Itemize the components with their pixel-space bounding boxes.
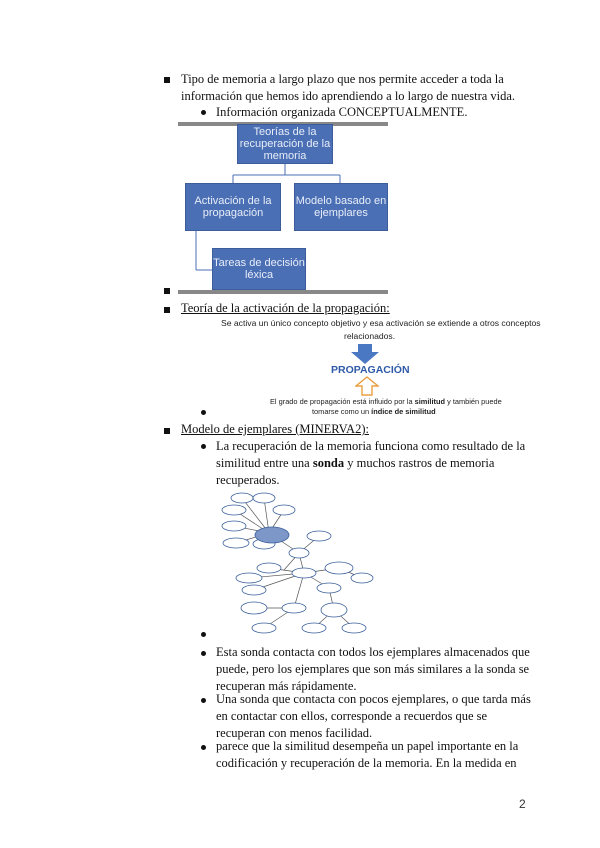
paragraph-line: Tipo de memoria a largo plazo que nos permite acceder a toda la (181, 72, 504, 86)
bullet-dot (201, 444, 206, 449)
caption-bold: índice de similitud (371, 407, 436, 416)
bullet-dot (201, 698, 206, 703)
paragraph-line (216, 455, 494, 472)
section-title: Modelo de ejemplares (MINERVA2): (181, 422, 369, 436)
semantic-network-image (214, 488, 384, 636)
diagram-node-activation: Activación de la propagación (185, 183, 281, 231)
caption-text: y también puede (445, 397, 502, 406)
section-title: Teoría de la activación de la propagación: (181, 301, 390, 315)
bullet-dot (201, 410, 206, 415)
paragraph-line: La recuperación de la memoria funciona como resultado de la (216, 439, 526, 453)
figure-caption-line (270, 397, 502, 406)
propagation-label: PROPAGACIÓN (331, 364, 410, 376)
up-arrow-icon (355, 376, 379, 396)
bullet-dot (201, 651, 206, 656)
diagram-bottom-bar (178, 290, 388, 294)
caption-text: tomarse como un (312, 407, 372, 416)
down-arrow-icon (351, 344, 379, 364)
bullet-square (164, 428, 170, 434)
paragraph-line: recuperan con menos facilidad. (216, 726, 373, 740)
caption-bold: similitud (414, 397, 446, 406)
text-span: y muchos rastros de memoria (344, 456, 495, 470)
bullet-dot (201, 745, 206, 750)
paragraph-line: en contactar con ellos, corresponde a recuerdos que se (216, 709, 488, 723)
figure-text-line: Se activa un único concepto objetivo y esa activación se extiende a otros conceptos (221, 318, 541, 328)
diagram-node-root: Teorías de la recuperación de la memoria (237, 124, 333, 164)
text-bold: sonda (312, 456, 345, 470)
paragraph-line: codificación y recuperación de la memoria. En la medida en (216, 756, 517, 770)
paragraph-line: Esta sonda contacta con todos los ejemplares almacenados que (216, 645, 530, 659)
bullet-dot (201, 632, 206, 637)
figure-text-line: relacionados. (344, 331, 396, 341)
bullet-square (164, 288, 170, 294)
paragraph-line: puede, pero los ejemplares que son más similares a la sonda se (216, 662, 530, 676)
paragraph-line: Una sonda que contacta con pocos ejemplares, o que tarda más (216, 692, 531, 706)
sub-bullet-text: Información organizada CONCEPTUALMENTE. (216, 105, 468, 119)
paragraph-line: recuperan más rápidamente. (216, 679, 357, 693)
figure-caption-line (312, 407, 436, 416)
bullet-square (164, 307, 170, 313)
diagram-node-exemplar-model: Modelo basado en ejemplares (294, 183, 388, 231)
diagram-node-lexical-decision: Tareas de decisión léxica (212, 248, 306, 290)
text-span: similitud entre una (216, 456, 313, 470)
paragraph-line: recuperados. (216, 473, 280, 487)
caption-text: El grado de propagación está influido por la (270, 397, 415, 406)
page-number: 2 (519, 797, 526, 811)
paragraph-line: parece que la similitud desempeña un papel importante en la (216, 739, 519, 753)
paragraph-line: información que hemos ido aprendiendo a lo largo de nuestra vida. (181, 89, 516, 103)
